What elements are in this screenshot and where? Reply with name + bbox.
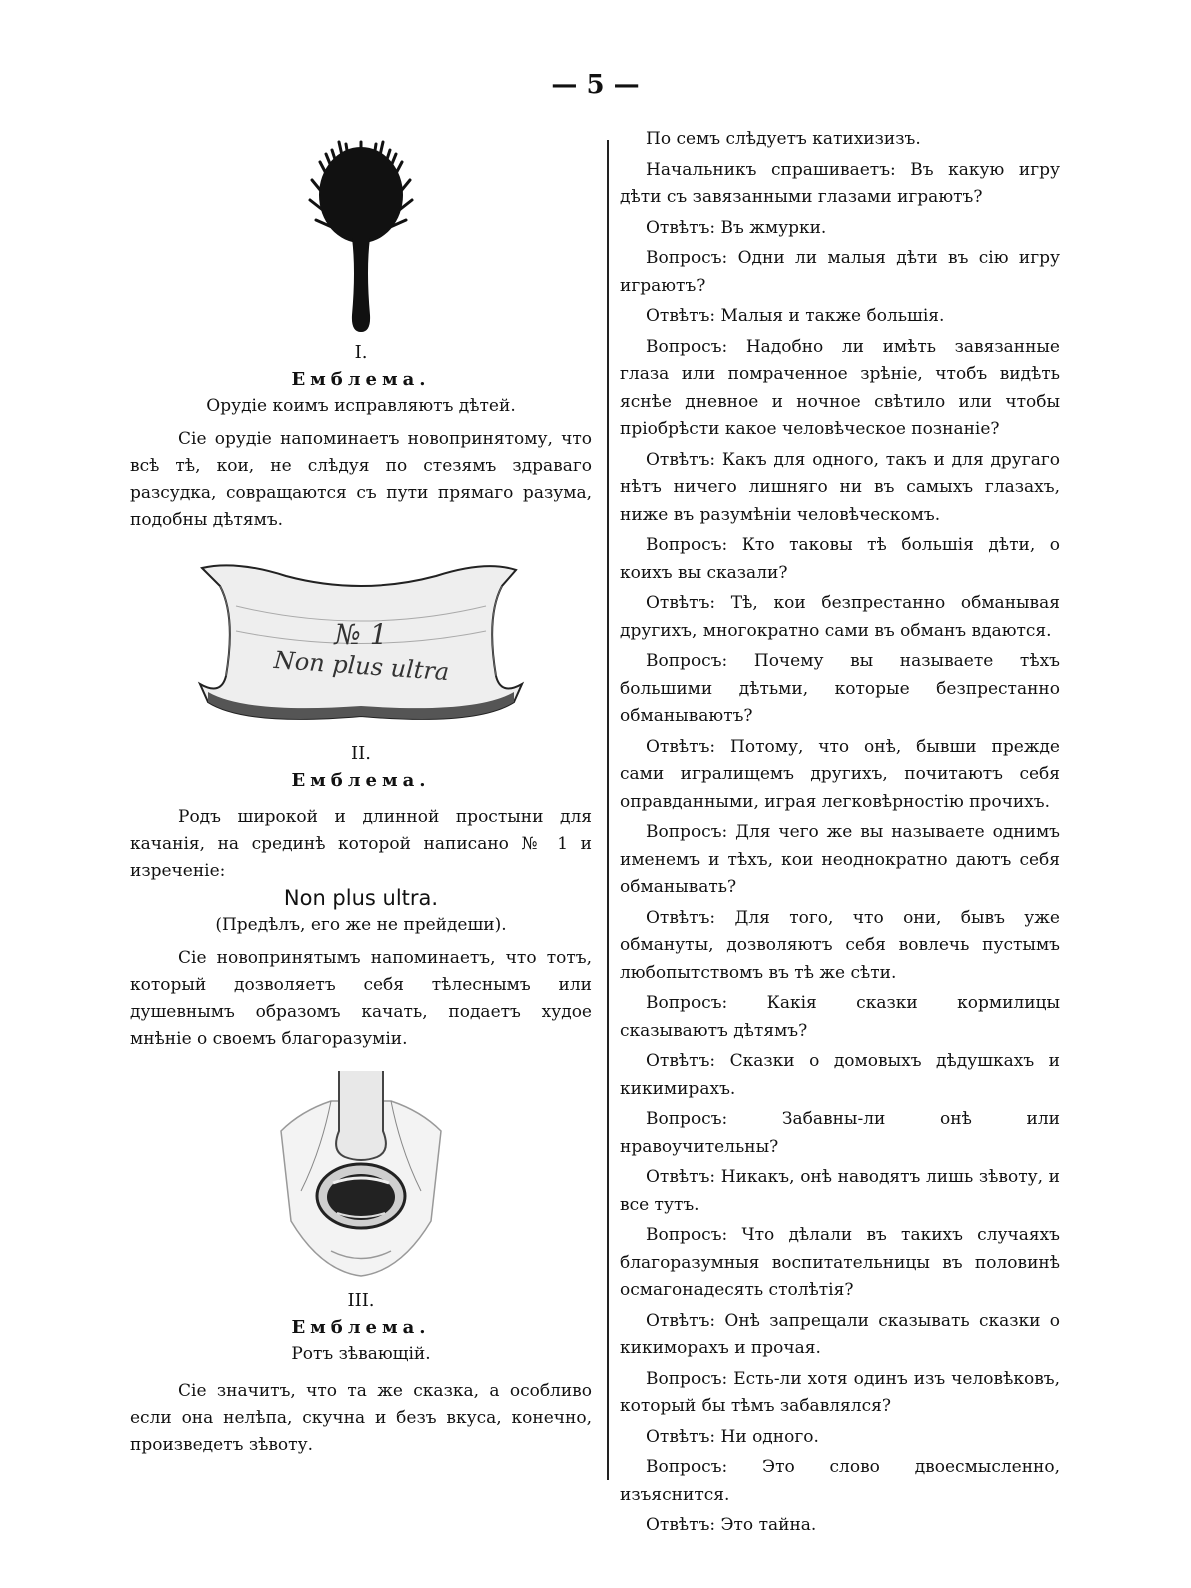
emblem-2-caption: Родъ широкой и длинной простыни для качанія, на срединѣ которой написано № 1 и изреченіе: <box>130 807 592 881</box>
banner-number: № 1 <box>334 618 388 651</box>
catechism-paragraph: Вопросъ: Это слово двоесмысленно, изъяснится. <box>620 1457 1060 1505</box>
right-column <box>620 126 1060 1543</box>
emblem-2-motto: Non plus ultra. <box>283 886 439 910</box>
catechism-paragraph: Вопросъ: Забавны-ли онѣ или нравоучительны? <box>620 1109 1060 1157</box>
sheet-banner-illustration <box>196 556 526 726</box>
emblem-3-numeral: III. <box>347 1290 375 1311</box>
emblem-1-text: Сіе орудіе напоминаетъ новопринятому, что всѣ тѣ, кои, не слѣдуя по стезямъ здраваго разсудка, совращаются съ пути прямаго разума, подобны дѣтямъ. <box>130 429 592 530</box>
catechism-paragraph: Отвѣтъ: Онѣ запрещали сказывать сказки о кикиморахъ и прочая. <box>620 1310 1060 1358</box>
banner-motto: Non plus ultra <box>273 645 451 687</box>
catechism-paragraph: Отвѣтъ: Малыя и также большія. <box>646 306 945 326</box>
catechism-paragraph: Вопросъ: Для чего же вы называете однимъ именемъ и тѣхъ, кои неоднократно даютъ себя обманывать? <box>620 822 1060 897</box>
catechism-paragraph: Отвѣтъ: Никакъ, онѣ наводятъ лишь зѣвоту, и все тутъ. <box>620 1167 1060 1215</box>
catechism-paragraph: Отвѣтъ: Въ жмурки. <box>646 217 827 238</box>
catechism-paragraph: Вопросъ: Есть-ли хотя одинъ изъ человѣковъ, который бы тѣмъ забавлялся? <box>620 1368 1060 1416</box>
catechism-paragraph: Начальникъ спрашиваетъ: Въ какую игру дѣти съ завязанными глазами играютъ? <box>620 159 1060 207</box>
emblem-2-text: Сіе новопринятымъ напоминаетъ, что тотъ, который дозволяетъ себя тѣлеснымъ или душевнымъ образомъ качать, подаетъ худое мнѣніе о своемъ благоразуміи. <box>130 948 592 1049</box>
emblem-2-heading: Емблема. <box>291 770 431 791</box>
catechism-paragraph: Вопросъ: Надобно ли имѣть завязанные глаза или помраченное зрѣніе, чтобъ видѣть яснѣе дневное и ночное свѣтило или чтобы пріобрѣсти какое человѣческое познаніе? <box>620 336 1060 439</box>
catechism-paragraph: Вопросъ: Почему вы называете тѣхъ большими дѣтьми, которые безпрестанно обманываютъ? <box>620 651 1060 726</box>
emblem-2-translation: (Предѣлъ, его же не прейдеши). <box>215 915 507 935</box>
catechism-paragraph: Отвѣтъ: Тѣ, кои безпрестанно обманывая другихъ, многократно сами въ обманъ вдаются. <box>620 593 1060 641</box>
emblem-3-heading: Емблема. <box>291 1317 431 1338</box>
catechism-paragraph: По семъ слѣдуетъ катихизизъ. <box>646 129 921 149</box>
yawning-mouth-illustration <box>261 1071 461 1281</box>
page-number: — 5 — <box>551 70 640 100</box>
left-column <box>130 140 592 1459</box>
brush-illustration <box>306 140 416 335</box>
emblem-3-caption: Ротъ зѣвающій. <box>291 1344 431 1364</box>
column-divider <box>607 140 609 1480</box>
catechism-paragraph: Вопросъ: Что дѣлали въ такихъ случаяхъ благоразумныя воспитательницы въ половинѣ осмагонадесять столѣтія? <box>620 1225 1060 1300</box>
emblem-1-caption: Орудіе коимъ исправляютъ дѣтей. <box>206 396 516 416</box>
catechism-paragraph: Отвѣтъ: Это тайна. <box>646 1515 817 1535</box>
catechism-paragraph: Отвѣтъ: Для того, что они, бывъ уже обмануты, дозволяютъ себя вовлечь пустымъ любопытствомъ въ тѣ же сѣти. <box>620 907 1060 983</box>
catechism-paragraph: Отвѣтъ: Ни одного. <box>646 1426 819 1447</box>
catechism-paragraph: Отвѣтъ: Какъ для одного, такъ и для другаго нѣтъ ничего лишняго ни въ самыхъ глазахъ, ниже въ разумѣніи человѣческомъ. <box>620 449 1060 525</box>
catechism-paragraph: Отвѣтъ: Потому, что онѣ, бывши прежде сами игралищемъ другихъ, почитаютъ себя оправданными, играя легковѣрностію прочихъ. <box>620 736 1060 812</box>
catechism-paragraph: Вопросъ: Кто таковы тѣ большія дѣти, о коихъ вы сказали? <box>620 535 1060 583</box>
emblem-1-numeral: I. <box>354 342 368 363</box>
catechism-paragraph: Вопросъ: Одни ли малыя дѣти въ сію игру играютъ? <box>620 248 1060 296</box>
emblem-2-numeral: II. <box>351 743 371 764</box>
emblem-1-heading: Емблема. <box>291 369 431 390</box>
emblem-3-text: Сіе значитъ, что та же сказка, а особливо если она нелѣпа, скучна и безъ вкуса, конечно, произведетъ зѣвоту. <box>130 1381 592 1455</box>
catechism-paragraph: Вопросъ: Какія сказки кормилицы сказываютъ дѣтямъ? <box>620 993 1060 1041</box>
catechism-paragraph: Отвѣтъ: Сказки о домовыхъ дѣдушкахъ и кикимирахъ. <box>620 1051 1060 1099</box>
